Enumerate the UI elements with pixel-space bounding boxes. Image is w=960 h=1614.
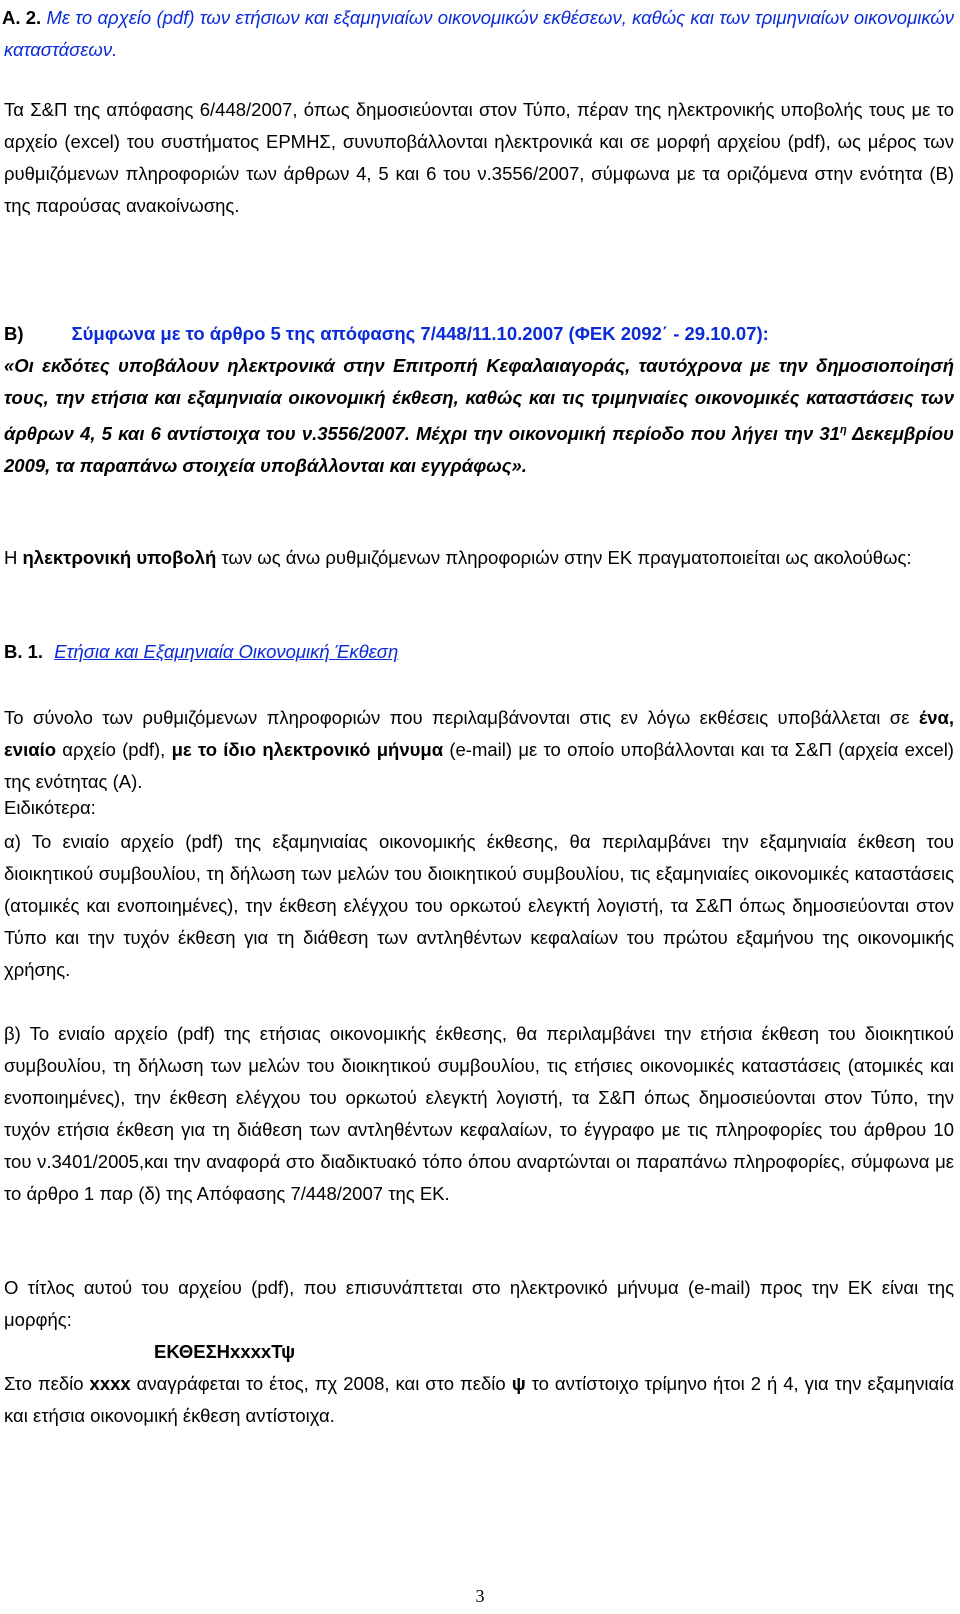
paragraph-electronic-submission: Η ηλεκτρονική υποβολή των ως άνω ρυθμιζόμενων πληροφοριών στην ΕΚ πραγματοποιείται ως ακολούθως: (4, 547, 912, 568)
item-a-semiannual: α) Το ενιαίο αρχείο (pdf) της εξαμηνιαίας οικονομικής έκθεσης, θα περιλαμβάνει την εξαμηνιαία έκθεση του διοικητικού συμβουλίου, τη δήλωση των μελών του διοικητικού συμβουλίου, τις εξαμηνιαίες οικονομικές καταστάσεις (ατομικές και ενοποιημένες), την έκθεση ελέγχου του ορκωτού ελεγκτή λογιστή, τα Σ&Π όπως δημοσιεύονται στον Τύπο και την τυχόν έκθεση για τη διάθεση των αντληθέντων κεφαλαίων του πρώτου εξαμήνου της οικονομικής χρήσης. (4, 831, 954, 980)
item-b-annual: β) Το ενιαίο αρχείο (pdf) της ετήσιας οικονομικής έκθεσης, θα περιλαμβάνει την ετήσια έκθεση του διοικητικού συμβουλίου, τη δήλωση των μελών του διοικητικού συμβουλίου, τις ετήσιες οικονομικές καταστάσεις (ατομικές και ενοποιημένες), την έκθεση ελέγχου του ορκωτού ελεγκτή λογιστή, τα Σ&Π όπως δημοσιεύονται στον Τύπο, την τυχόν ετήσια έκθεση για τη διάθεση των αντληθέντων κεφαλαίων, το έγγραφο με τις πληροφορίες του άρθρου 10 του ν.3401/2005,και την αναφορά στο διαδικτυακό τόπο όπου αναρτώνται οι παραπάνω πληροφορίες, σύμφωνα με το άρθρο 1 παρ (δ) της Απόφασης 7/448/2007 της ΕΚ. (4, 1023, 954, 1204)
paragraph-file-title: Ο τίτλος αυτού του αρχείου (pdf), που επισυνάπτεται στο ηλεκτρονικό μήνυμα (e-mail) προς την ΕΚ είναι της μορφής: (4, 1277, 954, 1330)
paragraph-intro: Τα Σ&Π της απόφασης 6/448/2007, όπως δημοσιεύονται στον Τύπο, πέραν της ηλεκτρονικής υποβολής τους με το αρχείο (excel) του συστήματος ΕΡΜΗΣ, συνυποβάλλονται ηλεκτρονικά και σε μορφή αρχείου (pdf), ως μέρος των ρυθμιζόμενων πληροφοριών των άρθρων 4, 5 και 6 του ν.3556/2007, σύμφωνα με τα οριζόμενα στην ενότητα (Β) της παρούσας ανακοίνωσης. (4, 99, 954, 216)
section-b1-link[interactable]: Ετήσια και Εξαμηνιαία Οικονομική Έκθεση (54, 641, 399, 662)
specifically-label: Ειδικότερα: (4, 797, 96, 818)
section-b-title: Σύμφωνα με το άρθρο 5 της απόφασης 7/448/11.10.2007 (ΦΕΚ 2092΄ - 29.10.07): (71, 323, 769, 344)
section-b1-number: Β. 1. (4, 641, 44, 662)
superscript-eta: η (839, 424, 847, 436)
section-a2-title: Με το αρχείο (pdf) των ετήσιων και εξαμηνιαίων οικονομικών εκθέσεων, καθώς και των τριμηνιαίων οικονομικών καταστάσεων. (4, 7, 954, 60)
paragraph-fields: Στο πεδίο xxxx αναγράφεται το έτος, πχ 2008, και στο πεδίο ψ το αντίστοιχο τρίμηνο ήτοι 2 ή 4, για την εξαμηνιαία και ετήσια οικονομική έκθεση αντίστοιχα. (4, 1373, 955, 1426)
section-b-label: Β) (4, 323, 24, 344)
section-b-quote: «Οι εκδότες υποβάλουν ηλεκτρονικά στην Επιτροπή Κεφαλαιαγοράς, ταυτόχρονα με την δημοσιοποίησή τους, την ετήσια και εξαμηνιαία οικονομική έκθεση, καθώς και τις τριμηνιαίες οικονομικές καταστάσεις των άρθρων 4, 5 και 6 αντίστοιχα του ν.3556/2007. Μέχρι την οικονομική περίοδο που λήγει την $31^\eta$ Δεκεμβρίου 2009, τα παραπάνω στοιχεία υποβάλλονται και εγγράφως». (4, 355, 954, 477)
section-a2-number: Α. 2. (2, 7, 42, 28)
section-b1-heading (4, 636, 954, 668)
page-number: 3 (475, 1586, 485, 1606)
paragraph-single-file: Το σύνολο των ρυθμιζόμενων πληροφοριών που περιλαμβάνονται στις εν λόγω εκθέσεις υποβάλλεται σε ένα, ενιαίο αρχείο (pdf), με το ίδιο ηλεκτρονικό μήνυμα (e-mail) με το οποίο υποβάλλονται και τα Σ&Π (αρχεία excel) της ενότητας (Α). (4, 707, 954, 792)
filename-format: ΕΚΘΕΣΗxxxxΤψ (154, 1341, 296, 1362)
section-a2-heading (4, 2, 954, 66)
section-b-heading (4, 318, 954, 350)
